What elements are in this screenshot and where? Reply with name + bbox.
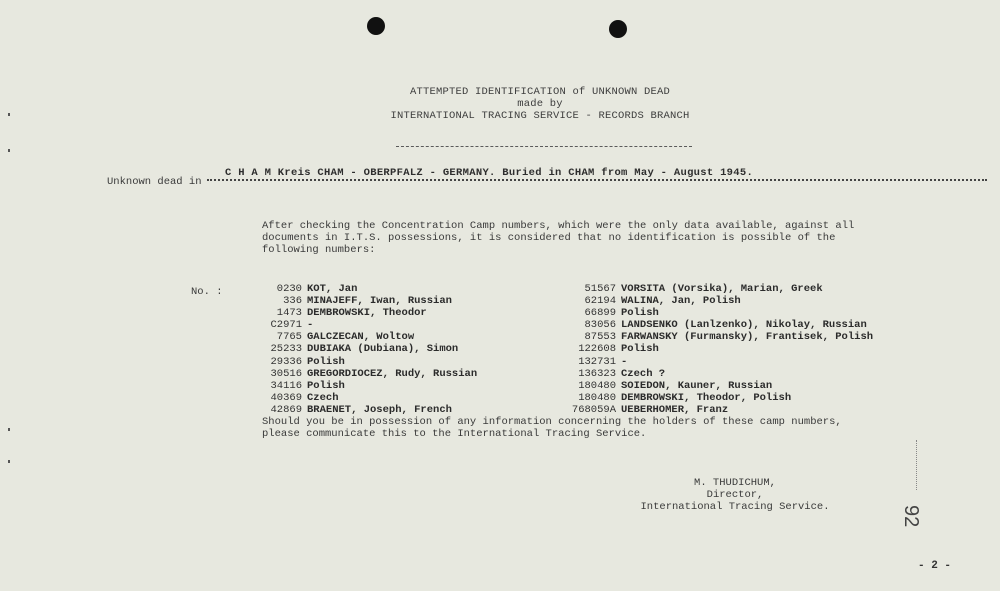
entry-text: Polish [621, 307, 659, 320]
intro-line: following numbers: [262, 244, 376, 256]
list-item [560, 283, 873, 295]
margin-mark [8, 113, 10, 116]
intro-paragraph [262, 220, 902, 256]
camp-number: 42869 [270, 403, 302, 416]
page-number: - 2 - [918, 560, 952, 572]
entry-text: MINAJEFF, Iwan, Russian [307, 295, 452, 308]
signature-block [620, 477, 850, 513]
entry-text: Polish [307, 379, 345, 392]
margin-dots [916, 440, 947, 490]
numbers-list-left [250, 283, 477, 416]
unknown-dead-location: C H A M Kreis CHAM - OBERPFALZ - GERMANY. Buried in CHAM from May - August 1945. [225, 167, 754, 179]
entry-text: UEBERHOMER, Franz [621, 403, 729, 416]
list-item [250, 283, 477, 295]
side-number: 92 [900, 505, 922, 528]
camp-number: 66899 [584, 307, 616, 320]
header-organization: INTERNATIONAL TRACING SERVICE - RECORDS BRANCH [390, 110, 690, 122]
camp-number: 768059A [571, 403, 616, 416]
intro-line: After checking the Concentration Camp numbers, which were the only data available, against all [262, 220, 855, 232]
entry-text: Czech [307, 391, 339, 404]
camp-number: 122608 [578, 343, 616, 356]
list-item [250, 392, 477, 404]
entry-text: KOT, Jan [307, 283, 358, 295]
list-item [250, 380, 477, 392]
list-item [560, 295, 873, 307]
camp-number: 51567 [584, 283, 616, 295]
unknown-dead-label: Unknown dead in [107, 176, 202, 188]
entry-text: WALINA, Jan, Polish [621, 295, 741, 308]
camp-number: 136323 [578, 367, 616, 380]
list-item [560, 343, 873, 355]
list-item [250, 319, 477, 331]
entry-text: SOIEDON, Kauner, Russian [621, 379, 773, 392]
closing-line: Should you be in possession of any information concerning the holders of these camp numbers, [262, 416, 842, 428]
entry-text: VORSITA (Vorsika), Marian, Greek [621, 283, 823, 295]
list-item [250, 343, 477, 355]
entry-text: - [621, 355, 628, 368]
punch-hole [367, 17, 385, 35]
numbers-label: No. : [191, 286, 223, 298]
entry-text: DUBIAKA (Dubiana), Simon [307, 343, 459, 356]
entry-text: Polish [307, 355, 345, 368]
list-item [560, 319, 873, 331]
camp-number: 180480 [578, 391, 616, 404]
signatory-name: M. THUDICHUM, [694, 477, 776, 489]
list-item [560, 404, 873, 416]
signatory-title: Director, [706, 489, 764, 501]
camp-number: 62194 [584, 295, 616, 308]
list-item [560, 380, 873, 392]
margin-mark [8, 460, 10, 463]
camp-number: 29336 [270, 355, 302, 368]
list-item [250, 356, 477, 368]
list-item [250, 368, 477, 380]
margin-mark [8, 428, 10, 431]
entry-text: DEMBROWSKI, Theodor, Polish [621, 391, 792, 404]
list-item [250, 331, 477, 343]
header-made-by: made by [517, 98, 563, 110]
camp-number: 34116 [270, 379, 302, 392]
entry-text: GREGORDIOCEZ, Rudy, Russian [307, 367, 478, 380]
entry-text: - [307, 319, 314, 332]
entry-text: DEMBROWSKI, Theodor [307, 307, 427, 320]
document-header [360, 86, 720, 122]
intro-line: documents in I.T.S. possessions, it is considered that no identification is possible of the [262, 232, 836, 244]
list-item [560, 368, 873, 380]
camp-number: 7765 [276, 331, 302, 344]
list-item [250, 307, 477, 319]
closing-paragraph [262, 416, 842, 440]
list-item [560, 392, 873, 404]
camp-number: 132731 [578, 355, 616, 368]
header-title: ATTEMPTED IDENTIFICATION of UNKNOWN DEAD [409, 86, 671, 98]
list-item [560, 331, 873, 343]
camp-number: 30516 [270, 367, 302, 380]
camp-number: C2971 [270, 319, 302, 332]
entry-text: Czech ? [621, 367, 666, 380]
camp-number: 87553 [584, 331, 616, 344]
camp-number: 180480 [578, 379, 616, 392]
camp-number: 0230 [276, 283, 302, 295]
dotted-fill-line [207, 179, 987, 181]
entry-text: GALCZECAN, Woltow [307, 331, 415, 344]
header-divider [396, 146, 692, 147]
camp-number: 25233 [270, 343, 302, 356]
entry-text: BRAENET, Joseph, French [307, 403, 452, 416]
list-item [250, 295, 477, 307]
closing-line: please communicate this to the International Tracing Service. [262, 428, 647, 440]
entry-text: FARWANSKY (Furmansky), Frantisek, Polish [621, 331, 874, 344]
camp-number: 336 [283, 295, 302, 308]
list-item [250, 404, 477, 416]
punch-hole [609, 20, 627, 38]
camp-number: 1473 [276, 307, 302, 320]
list-item [560, 307, 873, 319]
camp-number: 83056 [584, 319, 616, 332]
entry-text: LANDSENKO (Lanlzenko), Nikolay, Russian [621, 319, 867, 332]
list-item [560, 356, 873, 368]
entry-text: Polish [621, 343, 659, 356]
unknown-dead-line [107, 167, 987, 189]
numbers-list-right [560, 283, 873, 416]
camp-number: 40369 [270, 391, 302, 404]
margin-mark [8, 149, 10, 152]
signatory-organization: International Tracing Service. [640, 501, 830, 513]
